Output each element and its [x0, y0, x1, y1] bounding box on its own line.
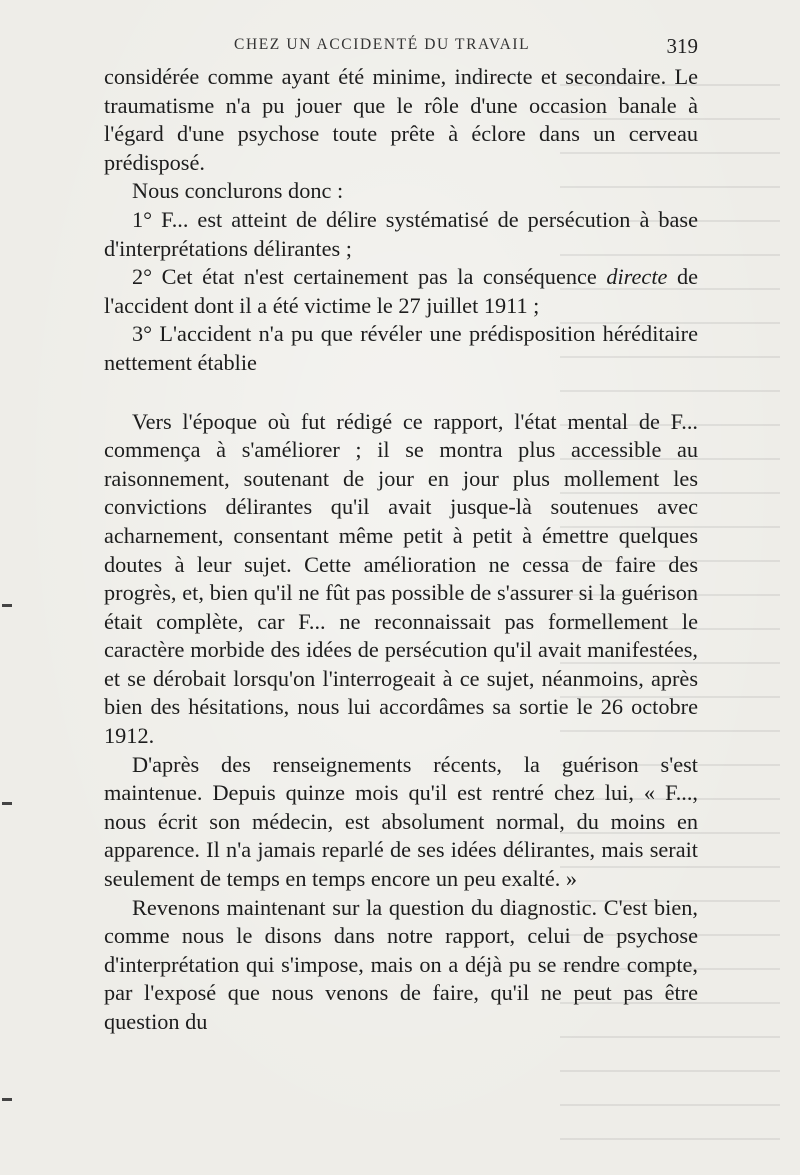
running-title: CHEZ UN ACCIDENTÉ DU TRAVAIL	[234, 36, 531, 53]
paragraph-4: D'après des renseignements récents, la guérison s'est maintenue. Depuis quinze mois qu'il est rentré chez lui, « F..., nous écrit son médecin, est absolument normal, du moins en apparence. Il n'a jamais reparlé de ses idées délirantes, mais serait seulement de temps en temps encore un peu exalté. »	[104, 751, 698, 892]
conclusion-item-2	[104, 263, 698, 320]
item-2-emphasis: directe	[606, 264, 668, 290]
margin-mark	[2, 604, 12, 607]
item-2-suffix: de l'accident dont il a été victime le 27 juillet 1911 ;	[104, 264, 698, 318]
conclusion-item-3: 3° L'accident n'a pu que révéler une prédisposition héréditaire nettement établie	[104, 321, 698, 375]
margin-mark	[2, 1098, 12, 1101]
body-text	[104, 63, 698, 1037]
paragraph-1: considérée comme ayant été minime, indirecte et secondaire. Le traumatisme n'a pu jouer que le rôle d'une occasion banale à l'égard d'une psychose toute prête à éclore dans un cerveau prédisposé.	[104, 64, 698, 175]
item-2-prefix: 2° Cet état n'est certainement pas la conséquence	[132, 264, 607, 290]
paragraph-conclusion-intro: Nous conclurons donc :	[132, 178, 344, 204]
page-number: 319	[666, 34, 698, 58]
paragraph-3: Vers l'époque où fut rédigé ce rapport, l'état mental de F... commença à s'améliorer ; il se montra plus accessible au raisonnement, soutenant de jour en jour plus mollement les convictions délirantes qu'il avait jusque-là soutenues avec acharnement, consentant même petit à petit à émettre quelques doutes à leur sujet. Cette amélioration ne cessa de faire des progrès, et, bien qu'il ne fût pas possible de s'assurer si la guérison était complète, car F... ne reconnaissait pas formellement le caractère morbide des idées de persécution qu'il avait manifestées, et se dérobait lorsqu'on l'interrogeait à ce sujet, néanmoins, après bien des hésitations, nous lui accordâmes sa sortie le 26 octobre 1912.	[104, 408, 698, 749]
page-header	[104, 34, 698, 58]
paragraph-5: Revenons maintenant sur la question du diagnostic. C'est bien, comme nous le disons dans notre rapport, celui de psychose d'interprétation qui s'impose, mais on a déjà pu se rendre compte, par l'exposé que nous venons de faire, qu'il ne peut pas être question du	[104, 894, 698, 1034]
conclusion-item-1: 1° F... est atteint de délire systématisé de persécution à base d'interprétations délirantes ;	[104, 206, 698, 261]
margin-mark	[2, 802, 12, 805]
